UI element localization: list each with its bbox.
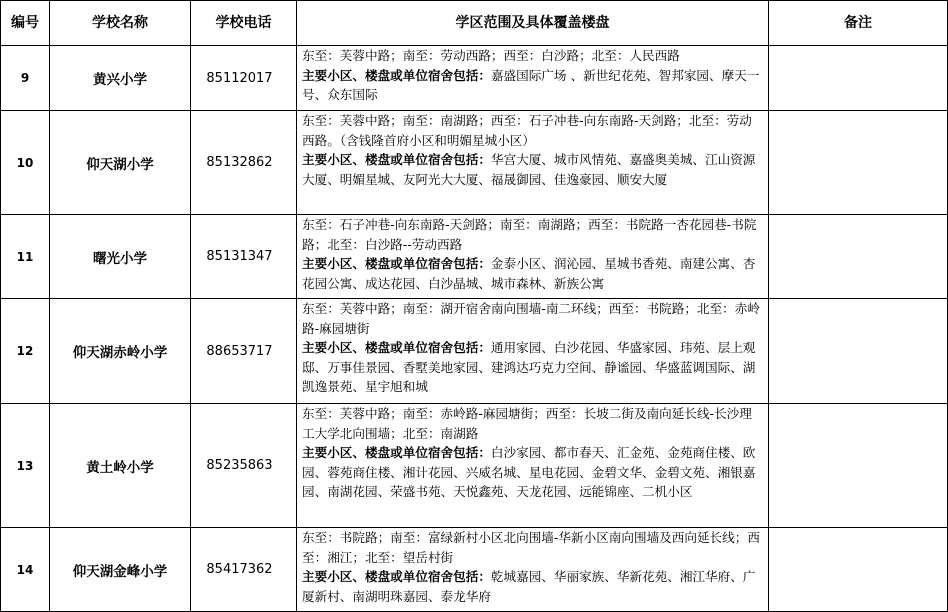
communities-text: 华宫大厦、城市风情苑、嘉盛奥美城、江山资源大厦、明媚星城、友阿光大大厦、福晟御园、佳逸豪园、顺安大厦 bbox=[302, 152, 756, 187]
district-range bbox=[297, 111, 769, 215]
communities-text: 金泰小区、润沁园、星城书香苑、南建公寓、杏花园公寓、成达花园、白沙晶城、城市森林、新族公寓 bbox=[302, 256, 756, 291]
communities-text: 嘉盛国际广场 、新世纪花苑、智邦家园、摩天一号、众东国际 bbox=[302, 67, 760, 102]
boundary-text: 东至：芙蓉中路；南至：湖开宿舍南向围墙-南二环线；西至：书院路；北至：赤岭路-麻园塘街 bbox=[302, 301, 760, 336]
header-range: 学区范围及具体覆盖楼盘 bbox=[297, 1, 769, 46]
row-num: 14 bbox=[1, 528, 50, 612]
table-row bbox=[1, 528, 948, 612]
boundary-text: 东至：书院路；南至：富绿新村小区北向围墙-华新小区南向围墙及西向延长线；西至：湘江；北至：望岳村街 bbox=[302, 530, 760, 565]
school-name: 仰天湖小学 bbox=[50, 111, 191, 215]
table-row bbox=[1, 299, 948, 404]
school-phone: 88653717 bbox=[191, 299, 297, 404]
communities-text: 乾城嘉园、华丽家族、华新花苑、湘江华府、广厦新村、南湖明珠嘉园、泰龙华府 bbox=[302, 569, 756, 604]
row-num: 11 bbox=[1, 215, 50, 299]
boundary-text: 东至：芙蓉中路；南至：赤岭路-麻园塘街；西至：长坡二街及南向延长线-长沙理工大学北向围墙；北至：南湖路 bbox=[302, 406, 752, 441]
communities-label: 主要小区、楼盘或单位宿舍包括： bbox=[302, 445, 491, 460]
district-range bbox=[297, 299, 769, 404]
row-num: 10 bbox=[1, 111, 50, 215]
school-phone: 85417362 bbox=[191, 528, 297, 612]
header-phone: 学校电话 bbox=[191, 1, 297, 46]
header-name: 学校名称 bbox=[50, 1, 191, 46]
header-row bbox=[1, 1, 948, 46]
communities-label: 主要小区、楼盘或单位宿舍包括： bbox=[302, 152, 491, 167]
communities-text: 白沙家园、都市春天、汇金苑、金苑商住楼、欧园、蓉苑商住楼、湘计花园、兴威名城、星电花园、金碧文华、金碧文苑、湘银嘉园、南湖花园、荣盛书苑、天悦鑫苑、天龙花园、远能锦座、二机小区 bbox=[302, 445, 756, 499]
school-name: 曙光小学 bbox=[50, 215, 191, 299]
boundary-text: 东至：石子冲巷-向东南路-天剑路；南至：南湖路；西至：书院路一杏花园巷-书院路；北至：白沙路--劳动西路 bbox=[302, 217, 757, 252]
district-range bbox=[297, 404, 769, 528]
communities-label: 主要小区、楼盘或单位宿舍包括： bbox=[302, 340, 491, 355]
communities-label: 主要小区、楼盘或单位宿舍包括： bbox=[302, 67, 491, 83]
table-row bbox=[1, 46, 948, 111]
note-cell bbox=[769, 404, 948, 528]
note-cell bbox=[769, 111, 948, 215]
note-cell bbox=[769, 528, 948, 612]
note-cell bbox=[769, 46, 948, 111]
note-cell bbox=[769, 299, 948, 404]
boundary-text: 东至：芙蓉中路；南至：劳动西路；西至：白沙路；北至：人民西路 bbox=[302, 48, 680, 63]
communities-label: 主要小区、楼盘或单位宿舍包括： bbox=[302, 256, 491, 271]
row-num: 13 bbox=[1, 404, 50, 528]
school-name: 仰天湖赤岭小学 bbox=[50, 299, 191, 404]
row-num: 12 bbox=[1, 299, 50, 404]
communities-text: 通用家园、白沙花园、华盛家园、玮苑、层上观邸、万事佳景园、香墅美地家园、建鸿达巧克力空间、静谧园、华盛蓝调国际、湖凯逸景苑、星宇旭和城 bbox=[302, 340, 756, 394]
communities-label: 主要小区、楼盘或单位宿舍包括： bbox=[302, 569, 491, 584]
table-row bbox=[1, 111, 948, 215]
district-range bbox=[297, 215, 769, 299]
table-row bbox=[1, 215, 948, 299]
district-range bbox=[297, 46, 769, 111]
boundary-text: 东至：芙蓉中路；南至：南湖路；西至：石子冲巷-向东南路-天剑路；北至：劳动西路。（含钱隆首府小区和明媚星城小区） bbox=[302, 113, 752, 148]
header-num: 编号 bbox=[1, 1, 50, 46]
school-phone: 85132862 bbox=[191, 111, 297, 215]
school-phone: 85131347 bbox=[191, 215, 297, 299]
header-note: 备注 bbox=[769, 1, 948, 46]
row-num: 9 bbox=[1, 46, 50, 111]
school-name: 黄土岭小学 bbox=[50, 404, 191, 528]
district-range bbox=[297, 528, 769, 612]
school-phone: 85112017 bbox=[191, 46, 297, 111]
school-name: 仰天湖金峰小学 bbox=[50, 528, 191, 612]
note-cell bbox=[769, 215, 948, 299]
school-name: 黄兴小学 bbox=[50, 46, 191, 111]
table-row bbox=[1, 404, 948, 528]
school-phone: 85235863 bbox=[191, 404, 297, 528]
